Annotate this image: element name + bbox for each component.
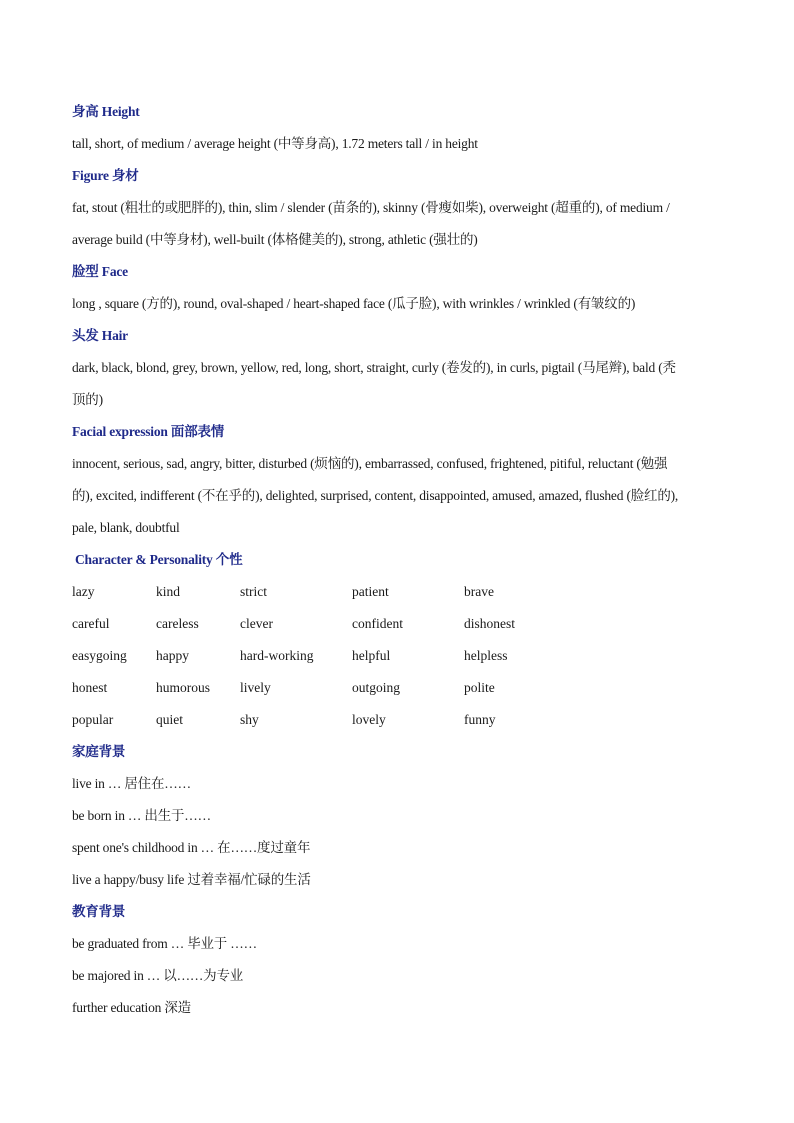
table-row [72, 608, 728, 640]
facial-expression-text-line: 的), excited, indifferent (不在乎的), delighted, surprised, content, disappointed, amused, amazed, flushed (脸红的), [72, 488, 679, 503]
table-cell: brave [464, 584, 494, 599]
section-heading-hair: 头发 Hair [72, 328, 128, 343]
facial-expression-text-line: innocent, serious, sad, angry, bitter, disturbed (烦恼的), embarrassed, confused, frightened, pitiful, reluctant (勉强 [72, 456, 668, 471]
table-cell: lazy [72, 584, 95, 599]
table-cell: kind [156, 584, 181, 599]
education-text-line: be majored in … 以……为专业 [72, 968, 244, 983]
table-row [72, 640, 728, 672]
hair-text-line: 顶的) [72, 392, 103, 407]
table-cell: dishonest [464, 616, 516, 631]
table-cell: helpful [352, 648, 391, 663]
table-cell: humorous [156, 680, 210, 695]
education-text-line: further education 深造 [72, 1000, 191, 1015]
section-heading-education-background: 教育背景 [72, 904, 126, 919]
section-heading-height: 身高 Height [72, 104, 140, 119]
table-cell: quiet [156, 712, 183, 727]
table-cell: hard-working [240, 648, 314, 663]
face-text-line: long , square (方的), round, oval-shaped / heart-shaped face (瓜子脸), with wrinkles / wrinkled (有皱纹的) [72, 296, 636, 311]
table-cell: polite [464, 680, 495, 695]
table-cell: outgoing [352, 680, 401, 695]
table-row [72, 672, 728, 704]
section-heading-facial-expression: Facial expression 面部表情 [72, 424, 225, 439]
table-cell: honest [72, 680, 108, 695]
education-text-line: be graduated from … 毕业于 …… [72, 936, 257, 951]
table-cell: clever [240, 616, 273, 631]
table-cell: careless [156, 616, 199, 631]
table-cell: lively [240, 680, 271, 695]
table-cell: funny [464, 712, 496, 727]
table-cell: happy [156, 648, 189, 663]
table-cell: easygoing [72, 648, 127, 663]
table-cell: helpless [464, 648, 508, 663]
table-cell: popular [72, 712, 114, 727]
table-cell: shy [240, 712, 259, 727]
document-page [72, 96, 728, 1024]
table-row [72, 704, 728, 736]
family-text-line: live in … 居住在…… [72, 776, 191, 791]
hair-text-line: dark, black, blond, grey, brown, yellow, red, long, short, straight, curly (卷发的), in curls, pigtail (马尾辫), bald (秃 [72, 360, 676, 375]
section-heading-figure: Figure 身材 [72, 168, 139, 183]
table-cell: careful [72, 616, 110, 631]
family-text-line: be born in … 出生于…… [72, 808, 211, 823]
section-heading-face: 脸型 Face [72, 264, 128, 279]
table-cell: confident [352, 616, 403, 631]
table-cell: strict [240, 584, 267, 599]
character-word-table [72, 576, 728, 736]
section-heading-family-background: 家庭背景 [72, 744, 126, 759]
figure-text-line: fat, stout (粗壮的或肥胖的), thin, slim / slender (苗条的), skinny (骨瘦如柴), overweight (超重的), of medium / [72, 200, 670, 215]
height-text-line: tall, short, of medium / average height (中等身高), 1.72 meters tall / in height [72, 136, 478, 151]
facial-expression-text-line: pale, blank, doubtful [72, 520, 180, 535]
figure-text-line: average build (中等身材), well-built (体格健美的), strong, athletic (强壮的) [72, 232, 478, 247]
section-heading-character: Character & Personality 个性 [75, 552, 243, 567]
family-text-line: live a happy/busy life 过着幸福/忙碌的生活 [72, 872, 311, 887]
table-row [72, 576, 728, 608]
table-cell: patient [352, 584, 389, 599]
family-text-line: spent one's childhood in … 在……度过童年 [72, 840, 311, 855]
table-cell: lovely [352, 712, 386, 727]
